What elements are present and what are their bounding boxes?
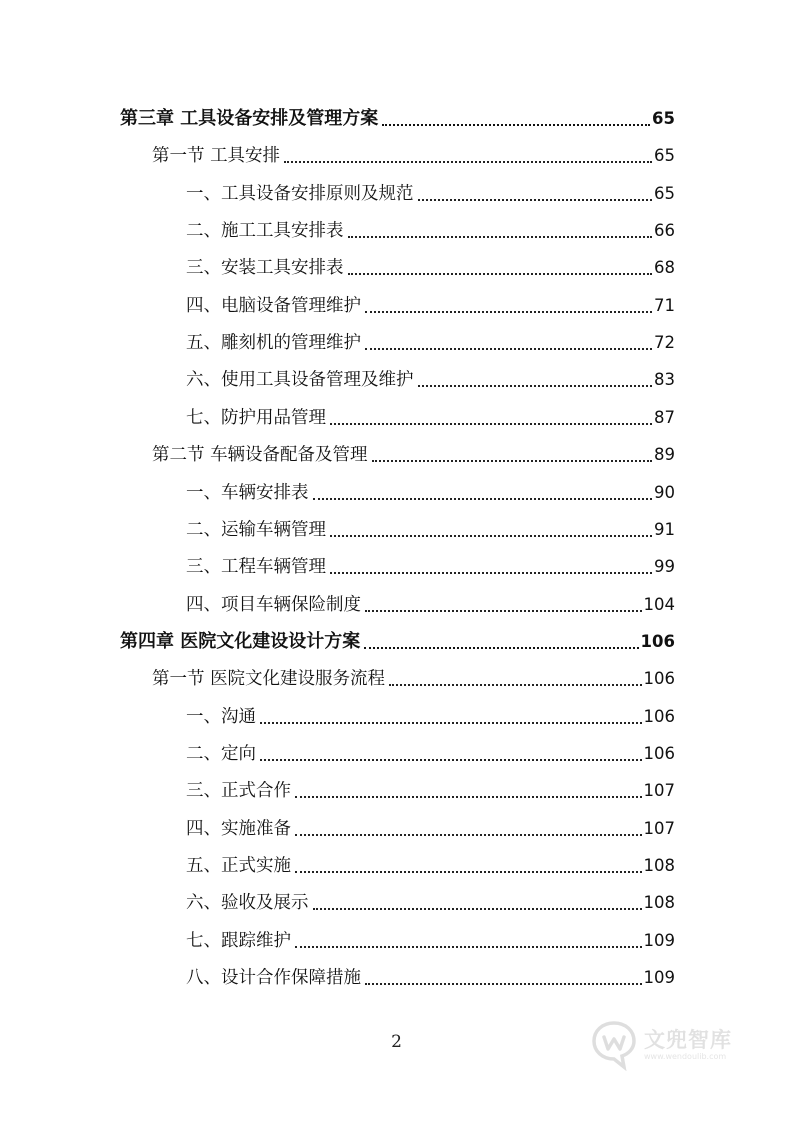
toc-entry-page: 87: [654, 407, 675, 427]
toc-entry-page: 71: [654, 295, 675, 315]
toc-entry-page: 109: [643, 968, 675, 988]
toc-entry-page: 109: [643, 930, 675, 950]
toc-entry-title: 第一节 工具安排: [152, 146, 281, 167]
toc-dot-leader: [330, 423, 652, 425]
toc-entry-item[interactable]: [186, 404, 675, 432]
toc-dot-leader: [330, 535, 652, 537]
toc-entry-page: 65: [652, 109, 675, 128]
watermark: [588, 1017, 758, 1073]
toc-entry-item[interactable]: [186, 553, 675, 581]
toc-entry-page: 65: [654, 146, 675, 166]
toc-entry-page: 91: [654, 519, 675, 539]
toc-entry-page: 90: [654, 482, 675, 502]
toc-entry-page: 106: [643, 669, 675, 689]
toc-dot-leader: [295, 834, 642, 836]
toc-entry-item[interactable]: [186, 927, 675, 955]
toc-dot-leader: [382, 124, 650, 126]
toc-entry-title: 四、电脑设备管理维护: [186, 295, 361, 316]
toc-entry-page: 104: [643, 594, 675, 614]
toc-entry-page: 106: [640, 631, 675, 651]
toc-entry-item[interactable]: [186, 217, 675, 245]
toc-entry-page: 99: [654, 557, 675, 577]
toc-entry-title: 五、雕刻机的管理维护: [186, 333, 361, 354]
toc-entry-item[interactable]: [186, 964, 675, 992]
toc-entry-title: 二、定向: [186, 743, 256, 764]
toc-entry-title: 六、验收及展示: [186, 893, 309, 914]
toc-dot-leader: [330, 572, 652, 574]
toc-entry-page: 66: [654, 221, 675, 241]
toc-entry-title: 第二节 车辆设备配备及管理: [152, 445, 368, 466]
toc-entry-title: 四、实施准备: [186, 818, 291, 839]
toc-entry-title: 四、项目车辆保险制度: [186, 594, 361, 615]
toc-dot-leader: [348, 236, 653, 238]
toc-entry-page: 108: [643, 893, 675, 913]
toc-entry-item[interactable]: [186, 366, 675, 394]
toc-entry-title: 七、跟踪维护: [186, 930, 291, 951]
toc-entry-title: 五、正式实施: [186, 856, 291, 876]
toc-dot-leader: [313, 498, 653, 500]
toc-dot-leader: [260, 722, 642, 724]
toc-entry-item[interactable]: [186, 889, 675, 917]
toc-entry-title: 第四章 医院文化建设设计方案: [120, 630, 361, 652]
toc-dot-leader: [313, 908, 642, 910]
toc-entry-item[interactable]: [186, 254, 675, 282]
toc-entry-title: 一、工具设备安排原则及规范: [186, 183, 414, 204]
toc-dot-leader: [295, 946, 642, 948]
toc-entry-item[interactable]: [186, 329, 675, 357]
toc-entry-item[interactable]: [186, 516, 675, 544]
toc-entry-chapter[interactable]: [120, 105, 675, 133]
toc-entry-item[interactable]: [186, 852, 675, 880]
toc-entry-title: 三、工程车辆管理: [186, 557, 326, 578]
toc-entry-item[interactable]: [186, 777, 675, 805]
toc-entry-page: 106: [643, 706, 675, 726]
toc-entry-title: 三、安装工具安排表: [186, 258, 344, 279]
toc-entry-item[interactable]: [186, 740, 675, 768]
toc-dot-leader: [365, 610, 642, 612]
toc-entry-item[interactable]: [186, 591, 675, 619]
toc-entry-page: 65: [654, 183, 675, 203]
toc-entry-item[interactable]: [186, 180, 675, 208]
toc-dot-leader: [418, 199, 653, 201]
toc-entry-item[interactable]: [186, 815, 675, 843]
toc-dot-leader: [365, 311, 652, 313]
toc-entry-title: 二、运输车辆管理: [186, 519, 326, 540]
toc-entry-page: 72: [654, 333, 675, 353]
toc-entry-page: 83: [654, 370, 675, 390]
toc-entry-page: 107: [643, 781, 675, 801]
toc-entry-page: 107: [643, 818, 675, 838]
toc-dot-leader: [418, 385, 653, 387]
toc-dot-leader: [295, 796, 642, 798]
toc-dot-leader: [365, 983, 642, 985]
toc-entry-item[interactable]: [186, 703, 675, 731]
toc-entry-page: 68: [654, 258, 675, 278]
toc-entry-title: 一、车辆安排表: [186, 482, 309, 503]
toc-dot-leader: [260, 759, 642, 761]
toc-dot-leader: [284, 161, 652, 163]
watermark-url: www.wendoulib.com: [644, 1052, 727, 1061]
toc-entry-title: 第一节 医院文化建设服务流程: [152, 669, 386, 690]
toc-entry-section[interactable]: [152, 441, 675, 469]
wendou-logo-icon: [588, 1019, 640, 1071]
toc-entry-title: 三、正式合作: [186, 781, 291, 802]
toc-entry-section[interactable]: [152, 665, 675, 693]
toc-dot-leader: [348, 273, 653, 275]
toc-entry-item[interactable]: [186, 292, 675, 320]
toc-entry-title: 二、施工工具安排表: [186, 221, 344, 242]
toc-entry-section[interactable]: [152, 142, 675, 170]
toc-entry-title: 第三章 工具设备安排及管理方案: [120, 108, 379, 129]
toc-entry-item[interactable]: [186, 479, 675, 507]
toc-entry-title: 七、防护用品管理: [186, 407, 326, 428]
toc-dot-leader: [364, 647, 638, 649]
page-number: 2: [391, 1032, 402, 1052]
toc-dot-leader: [365, 348, 652, 350]
toc-dot-leader: [389, 684, 641, 686]
toc-entry-chapter[interactable]: [120, 628, 675, 656]
toc-dot-leader: [372, 460, 652, 462]
toc-entry-title: 八、设计合作保障措施: [186, 968, 361, 989]
toc-entry-page: 106: [643, 743, 675, 763]
toc-dot-leader: [295, 871, 642, 873]
toc-entry-title: 六、使用工具设备管理及维护: [186, 370, 414, 391]
watermark-name: 文兜智库: [644, 1028, 732, 1052]
toc-entry-page: 89: [654, 445, 675, 465]
toc-entry-page: 108: [643, 856, 675, 875]
toc-entry-title: 一、沟通: [186, 706, 256, 727]
